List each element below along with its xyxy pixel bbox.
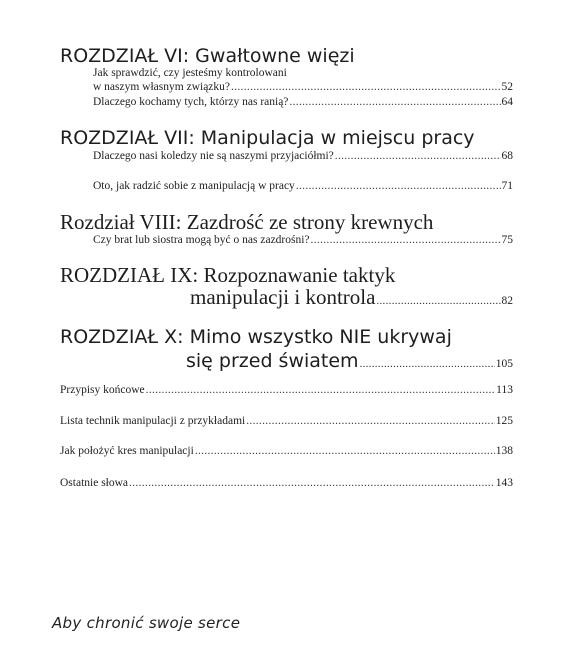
toc-entry-line: Jak sprawdzić, czy jesteśmy kontrolowani (93, 67, 287, 79)
dot-leader (335, 149, 501, 164)
toc-entry-page: 82 (501, 295, 513, 307)
toc-entry[interactable] (93, 80, 513, 95)
dot-leader (129, 476, 495, 491)
toc-entry-label: Lista technik manipulacji z przykładami (60, 415, 246, 427)
chapter-9-title: ROZDZIAŁ IX: Rozpoznawanie taktyk (60, 263, 396, 287)
toc-entry-page: 52 (501, 81, 513, 93)
toc-entry-label: Ostatnie słowa (60, 477, 129, 489)
toc-entry[interactable] (93, 95, 513, 110)
toc-entry[interactable] (186, 349, 513, 373)
dot-leader (146, 383, 496, 398)
dot-leader (360, 357, 495, 372)
chapter-8-title: Rozdział VIII: Zazdrość ze strony krewnych (60, 210, 434, 234)
toc-entry-end-manipulation[interactable] (60, 444, 513, 459)
chapter-9-title-line2: manipulacji i kontrola (190, 285, 376, 309)
chapter-10-title-line2: się przed światem (186, 350, 359, 372)
toc-entry-final-words[interactable] (60, 476, 513, 491)
toc-entry-label: Przypisy końcowe (60, 384, 145, 396)
toc-entry-page: 113 (496, 384, 513, 396)
dot-leader (246, 414, 495, 429)
running-footer: Aby chronić swoje serce (52, 614, 241, 632)
toc-entry[interactable] (93, 149, 513, 164)
dot-leader (231, 80, 500, 95)
toc-entry-label: Jak położyć kres manipulacji (60, 445, 194, 457)
toc-entry-page: 143 (495, 477, 513, 489)
chapter-6-title: ROZDZIAŁ VI: Gwałtowne więzi (60, 45, 355, 67)
toc-entry-page: 68 (501, 150, 513, 162)
toc-entry[interactable] (93, 233, 513, 248)
toc-entry-label: w naszym własnym związku? (93, 81, 231, 93)
toc-entry-notes[interactable] (60, 383, 513, 398)
toc-entry-label: Czy brat lub siostra mogą być o nas zazdrośni? (93, 234, 310, 246)
toc-entry-page: 64 (501, 96, 513, 108)
toc-entry[interactable] (190, 285, 513, 309)
toc-entry-label: Oto, jak radzić sobie z manipulacją w pracy (93, 180, 295, 192)
toc-entry-page: 125 (495, 415, 513, 427)
toc-entry-page: 105 (495, 358, 513, 370)
toc-entry-label: Dlaczego kochamy tych, którzy nas ranią? (93, 96, 289, 108)
dot-leader (289, 95, 500, 110)
dot-leader (311, 233, 501, 248)
dot-leader (296, 179, 501, 194)
toc-entry-page: 71 (501, 180, 513, 192)
toc-entry-techniques[interactable] (60, 414, 513, 429)
dot-leader (195, 444, 495, 459)
toc-entry-label: Dlaczego nasi koledzy nie są naszymi przyjaciółmi? (93, 150, 334, 162)
chapter-7-title: ROZDZIAŁ VII: Manipulacja w miejscu pracy (60, 127, 475, 149)
chapter-10-title: ROZDZIAŁ X: Mimo wszystko NIE ukrywaj (60, 326, 452, 348)
dot-leader (376, 294, 500, 309)
toc-entry-page: 75 (501, 234, 513, 246)
toc-entry-page: 138 (495, 445, 513, 457)
toc-entry[interactable] (93, 179, 513, 194)
